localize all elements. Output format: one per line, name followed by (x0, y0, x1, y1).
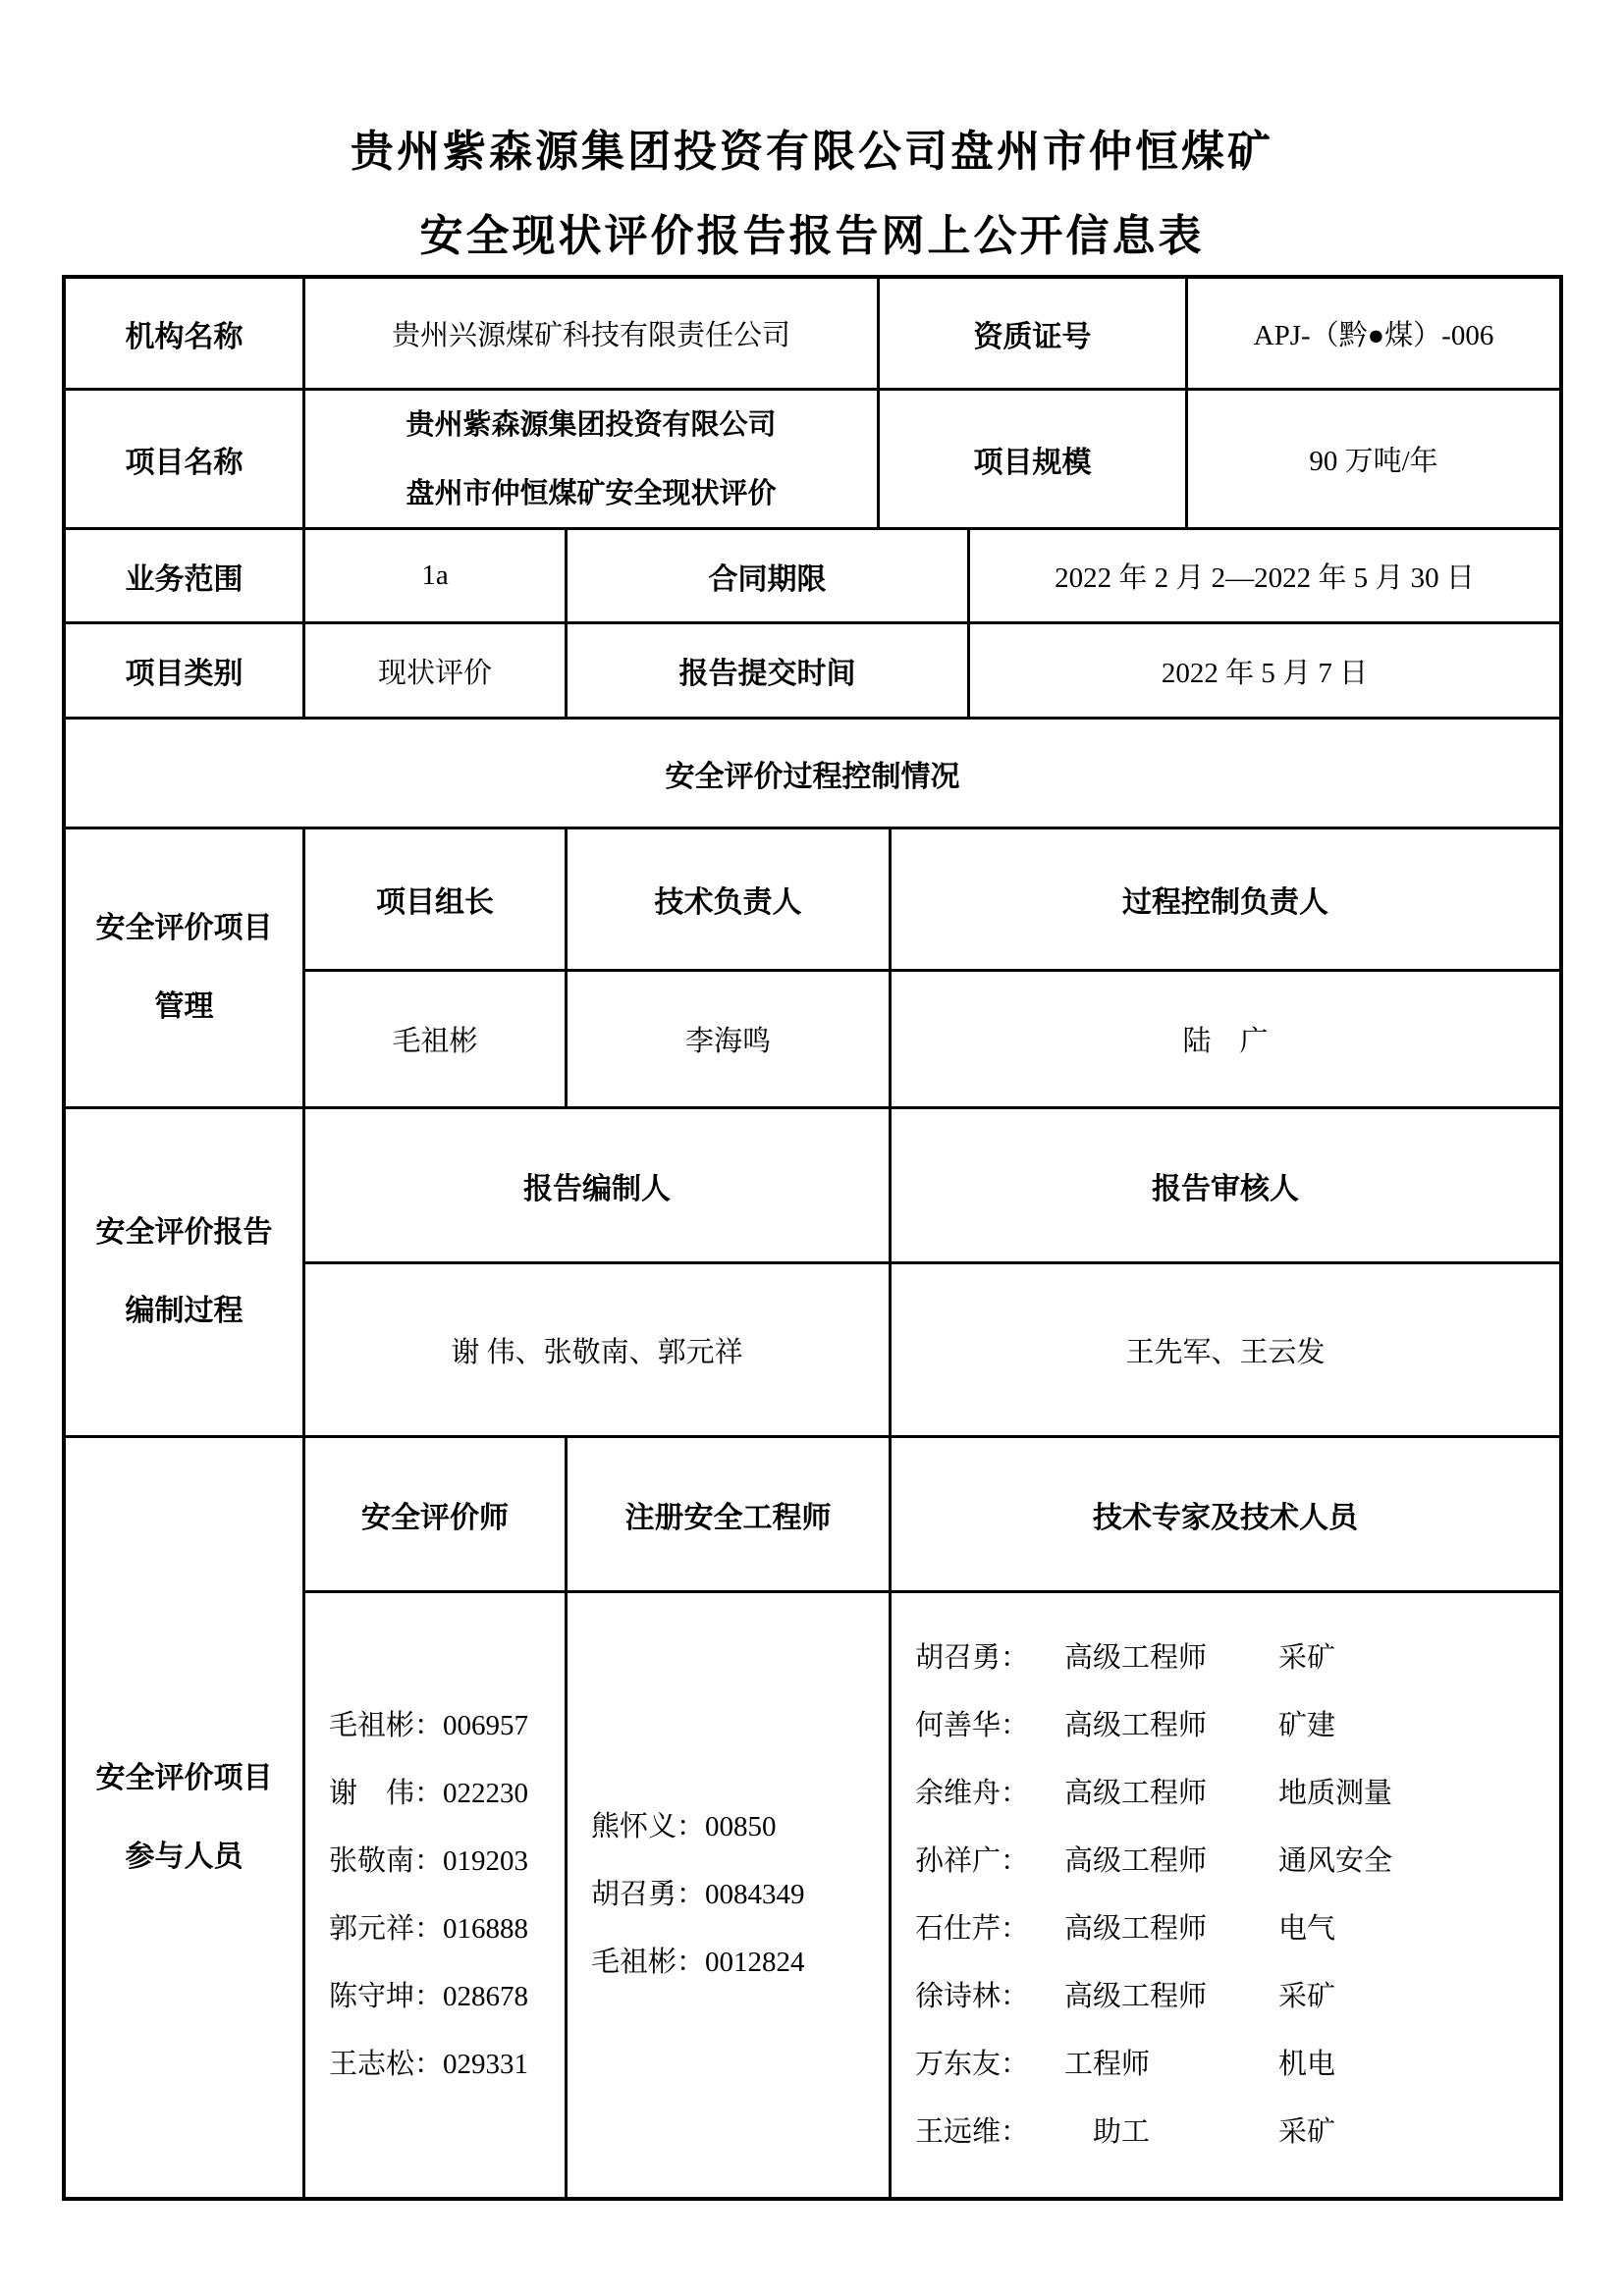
expert-row (915, 1625, 1335, 1692)
management-label-line-1: 安全评价项目 (95, 912, 273, 944)
safety-evaluator-header: 安全评价师 (305, 1438, 568, 1590)
expert-field: 电气 (1278, 1912, 1336, 1945)
tech-experts-header: 技术专家及技术人员 (1093, 1501, 1358, 1534)
business-scope-row (66, 530, 1559, 624)
title-line-1: 贵州紫森源集团投资有限公司盘州市仲恒煤矿 (351, 128, 1273, 176)
project-name-line-1: 贵州紫森源集团投资有限公司 (406, 408, 777, 441)
expert-name: 徐诗林： (915, 1980, 1030, 2012)
registered-engineer-item: 胡召勇：0084349 (591, 1879, 805, 1910)
expert-title: 高级工程师 (1064, 1641, 1208, 1674)
project-scale-value: 90 万吨/年 (1309, 446, 1438, 477)
participants-section-body (305, 1438, 1559, 2197)
registered-engineer-item: 熊怀义：00850 (591, 1811, 777, 1842)
process-control-banner-row (66, 720, 1559, 829)
compilation-label-text (96, 1194, 273, 1351)
participants-label-line-1: 安全评价项目 (95, 1761, 273, 1794)
expert-name: 王远维： (915, 2115, 1030, 2148)
org-name-label: 机构名称 (66, 279, 305, 388)
expert-row (915, 1692, 1335, 1760)
project-scale-label: 项目规模 (880, 391, 1188, 527)
expert-title: 助工 (1064, 2115, 1151, 2148)
compilation-section-label (66, 1109, 305, 1435)
evaluator-item: 毛祖彬：006957 (329, 1709, 529, 1741)
expert-field: 采矿 (1278, 1641, 1336, 1674)
compilation-label-line-1: 安全评价报告 (95, 1216, 273, 1249)
process-director-value: 陆 广 (1182, 1026, 1269, 1057)
expert-field: 机电 (1278, 2048, 1336, 2080)
expert-name: 胡召勇： (915, 1641, 1030, 1674)
participants-label-text (96, 1739, 273, 1896)
compilation-section (66, 1109, 1559, 1438)
compilation-header-row (305, 1109, 1559, 1264)
org-row (66, 279, 1559, 391)
contract-period-value: 2022 年 2 月 2—2022 年 5 月 30 日 (1055, 562, 1475, 594)
project-category-label: 项目类别 (66, 624, 305, 717)
management-label-text (96, 889, 273, 1046)
report-submit-time-value: 2022 年 5 月 7 日 (1161, 657, 1369, 689)
expert-title: 高级工程师 (1064, 1912, 1208, 1945)
title-line-2: 安全现状评价报告报告网上公开信息表 (419, 212, 1205, 260)
expert-row (915, 1828, 1392, 1896)
evaluator-item: 郭元祥：016888 (329, 1912, 529, 1945)
expert-field: 通风安全 (1278, 1844, 1393, 1877)
expert-name: 孙祥广： (915, 1844, 1030, 1877)
management-section (66, 829, 1559, 1109)
participants-section-label (66, 1438, 305, 2197)
expert-title: 工程师 (1064, 2048, 1151, 2080)
expert-row (915, 2031, 1335, 2099)
team-leader-value: 毛祖彬 (305, 972, 568, 1106)
evaluator-item: 谢 伟：022230 (329, 1777, 529, 1809)
expert-row (915, 1760, 1392, 1828)
registered-engineer-list (568, 1593, 892, 2197)
management-header-row (305, 829, 1559, 972)
expert-field: 采矿 (1278, 2115, 1336, 2148)
project-name-value (305, 391, 880, 527)
expert-title: 高级工程师 (1064, 1844, 1208, 1877)
management-section-body (305, 829, 1559, 1106)
project-name-text (406, 391, 776, 528)
team-leader-header: 项目组长 (305, 829, 568, 969)
expert-name: 石仕芹： (915, 1912, 1030, 1945)
management-value-row (305, 972, 1559, 1106)
expert-field: 地质测量 (1278, 1777, 1393, 1809)
expert-field: 矿建 (1278, 1709, 1336, 1741)
project-row (66, 391, 1559, 530)
expert-name: 余维舟： (915, 1777, 1030, 1809)
tech-director-header: 技术负责人 (568, 829, 892, 969)
compilation-label-line-2: 编制过程 (125, 1295, 244, 1327)
project-category-value: 现状评价 (305, 624, 568, 717)
business-scope-label: 业务范围 (66, 530, 305, 621)
project-name-line-2: 盘州市仲恒煤矿安全现状评价 (406, 477, 777, 509)
document-title (0, 110, 1624, 279)
registered-engineer-header: 注册安全工程师 (568, 1438, 892, 1590)
contract-period-label: 合同期限 (568, 530, 970, 621)
business-scope-value: 1a (305, 530, 568, 621)
evaluator-item: 王志松：029331 (329, 2048, 529, 2080)
management-section-label (66, 829, 305, 1106)
project-name-label: 项目名称 (66, 391, 305, 527)
expert-title: 高级工程师 (1064, 1777, 1208, 1809)
process-control-banner: 安全评价过程控制情况 (665, 760, 960, 793)
report-author-value: 谢 伟、张敬南、郭元祥 (305, 1264, 892, 1435)
expert-row (915, 1896, 1335, 1963)
management-label-line-2: 管理 (154, 990, 214, 1023)
expert-field: 采矿 (1278, 1980, 1336, 2012)
safety-evaluator-list (305, 1593, 568, 2197)
info-table (62, 275, 1563, 2201)
participants-section (66, 1438, 1559, 2197)
process-director-header: 过程控制负责人 (1122, 886, 1328, 919)
participants-value-row (305, 1593, 1559, 2197)
report-submit-time-label: 报告提交时间 (568, 624, 970, 717)
compilation-section-body (305, 1109, 1559, 1435)
participants-label-line-2: 参与人员 (125, 1840, 244, 1873)
org-name-value: 贵州兴源煤矿科技有限责任公司 (305, 279, 880, 388)
expert-title: 高级工程师 (1064, 1980, 1208, 2012)
expert-row (915, 2099, 1335, 2166)
tech-director-value: 李海鸣 (568, 972, 892, 1106)
expert-row (915, 1963, 1335, 2031)
report-author-header: 报告编制人 (305, 1109, 892, 1261)
evaluator-item: 张敬南：019203 (329, 1844, 529, 1877)
project-category-row (66, 624, 1559, 720)
expert-name: 何善华： (915, 1709, 1030, 1741)
qualification-cert-label: 资质证号 (880, 279, 1188, 388)
qualification-cert-value: APJ-（黔●煤）-006 (1253, 320, 1494, 351)
registered-engineer-item: 毛祖彬：0012824 (591, 1947, 805, 1978)
tech-experts-list (892, 1593, 1559, 2197)
evaluator-item: 陈守坤：028678 (329, 1980, 529, 2012)
report-reviewer-header: 报告审核人 (1152, 1172, 1299, 1205)
participants-header-row (305, 1438, 1559, 1593)
compilation-value-row (305, 1264, 1559, 1435)
expert-name: 万东友： (915, 2048, 1030, 2080)
expert-title: 高级工程师 (1064, 1709, 1208, 1741)
report-reviewer-value: 王先军、王云发 (1125, 1336, 1326, 1368)
